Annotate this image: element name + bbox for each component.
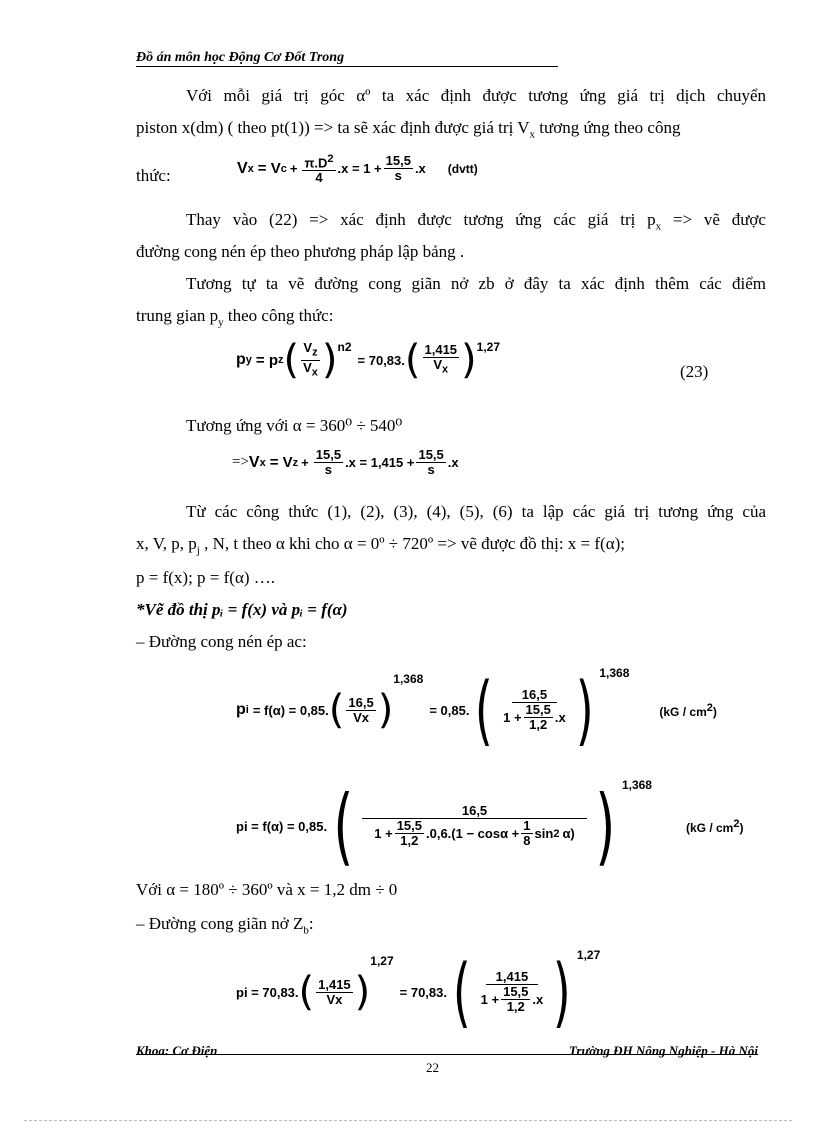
section-title: *Vẽ đồ thị pᵢ = f(x) và pᵢ = f(α) — [136, 600, 348, 619]
paragraph-4: Tương ứng với α = 360⁰ ÷ 540⁰ — [186, 416, 403, 435]
range-note: Với α = 180º ÷ 360º và x = 1,2 dm ÷ 0 — [136, 880, 398, 899]
equation-23-label: (23) — [680, 362, 709, 381]
paragraph-5-line-2: x, V, p, $p_j$ , N, t theo α khi cho α = 0º ÷ 720º => vẽ được đồ thị: x = f(α); — [136, 534, 625, 557]
paragraph-2-line-1: Thay vào (22) => xác định được tương ứng các giá trị $p_x$ => vẽ được — [186, 210, 766, 233]
page-number: 22 — [426, 1060, 439, 1075]
paragraph-3-line-2: trung gian $p_y$ theo công thức: — [136, 306, 334, 329]
footer-right: Trường ĐH Nông Nghiệp - Hà Nội — [568, 1043, 758, 1058]
header-rule — [136, 66, 558, 67]
bullet-compression-curve: – Đường cong nén ép ac: — [136, 632, 307, 651]
paragraph-5-line-3: p = f(x); p = f(α) …. — [136, 568, 276, 587]
equation-pi-angle: pi = f(α) = 0,85. ( 16,5 1 + $\frac{15,5}{1,2}$ .0,6.(1 − cosα + $\frac{1}{8}$ sin 2 α) ) 1,368 $(kG / cm^2)$ — [236, 777, 744, 875]
page-bottom-border — [24, 1120, 792, 1121]
page-header-title: Đồ án môn học Động Cơ Đốt Trong — [136, 50, 345, 65]
footer-left: Khoa: Cơ Điện — [136, 1043, 218, 1058]
equation-vx: V x = V c + $\frac{\pi.D^2}{4}$ .x = 1 + $\frac{15,5}{s}$ .x (dvtt) — [237, 153, 478, 186]
paragraph-5-line-1: Từ các công thức (1), (2), (3), (4), (5), (6) ta lập các giá trị tương ứng của — [186, 502, 766, 521]
paragraph-2-line-2: đường cong nén ép theo phương pháp lập bảng . — [136, 242, 465, 261]
equation-pi-compression: p i = f(α) = 0,85. ( $\frac{16,5}{Vx}$ ) 1,368 = 0,85. ( 16,5 1 + $\frac{15,5}{1,2}$ .x ) 1,368 $(kG / cm^2)$ — [236, 665, 717, 754]
equation-pi-expansion: pi = 70,83. ( $\frac{1,415}{Vx}$ ) 1,27 = 70,83. ( 1,415 1 + $\frac{15,5}{1,2}$ .x ) 1,27 — [236, 947, 601, 1036]
paragraph-3-line-1: Tương tự ta vẽ đường cong giãn nở zb ở đây ta xác định thêm các điểm — [186, 274, 766, 293]
equation-vx-expansion: => V x = V z + $\frac{15,5}{s}$ .x = 1,415 + $\frac{15,5}{s}$ .x — [232, 447, 459, 477]
paragraph-1-line-3: thức: — [136, 166, 171, 185]
bullet-expansion-curve: – Đường cong giãn nở $Z_b$: — [136, 914, 314, 937]
paragraph-1-line-2: piston x(dm) ( theo pt(1)) => ta sẽ xác định được giá trị $V_x$ tương ứng theo công — [136, 118, 681, 141]
paragraph-1-line-1: Với mỗi giá trị góc αº ta xác định được tương ứng giá trị dịch chuyển — [186, 86, 766, 105]
equation-py: p y = p z ( $\frac{V_z}{V_x}$ ) n2 = 70,83. ( $\frac{1,415}{V_x}$ ) 1,27 — [236, 337, 501, 383]
